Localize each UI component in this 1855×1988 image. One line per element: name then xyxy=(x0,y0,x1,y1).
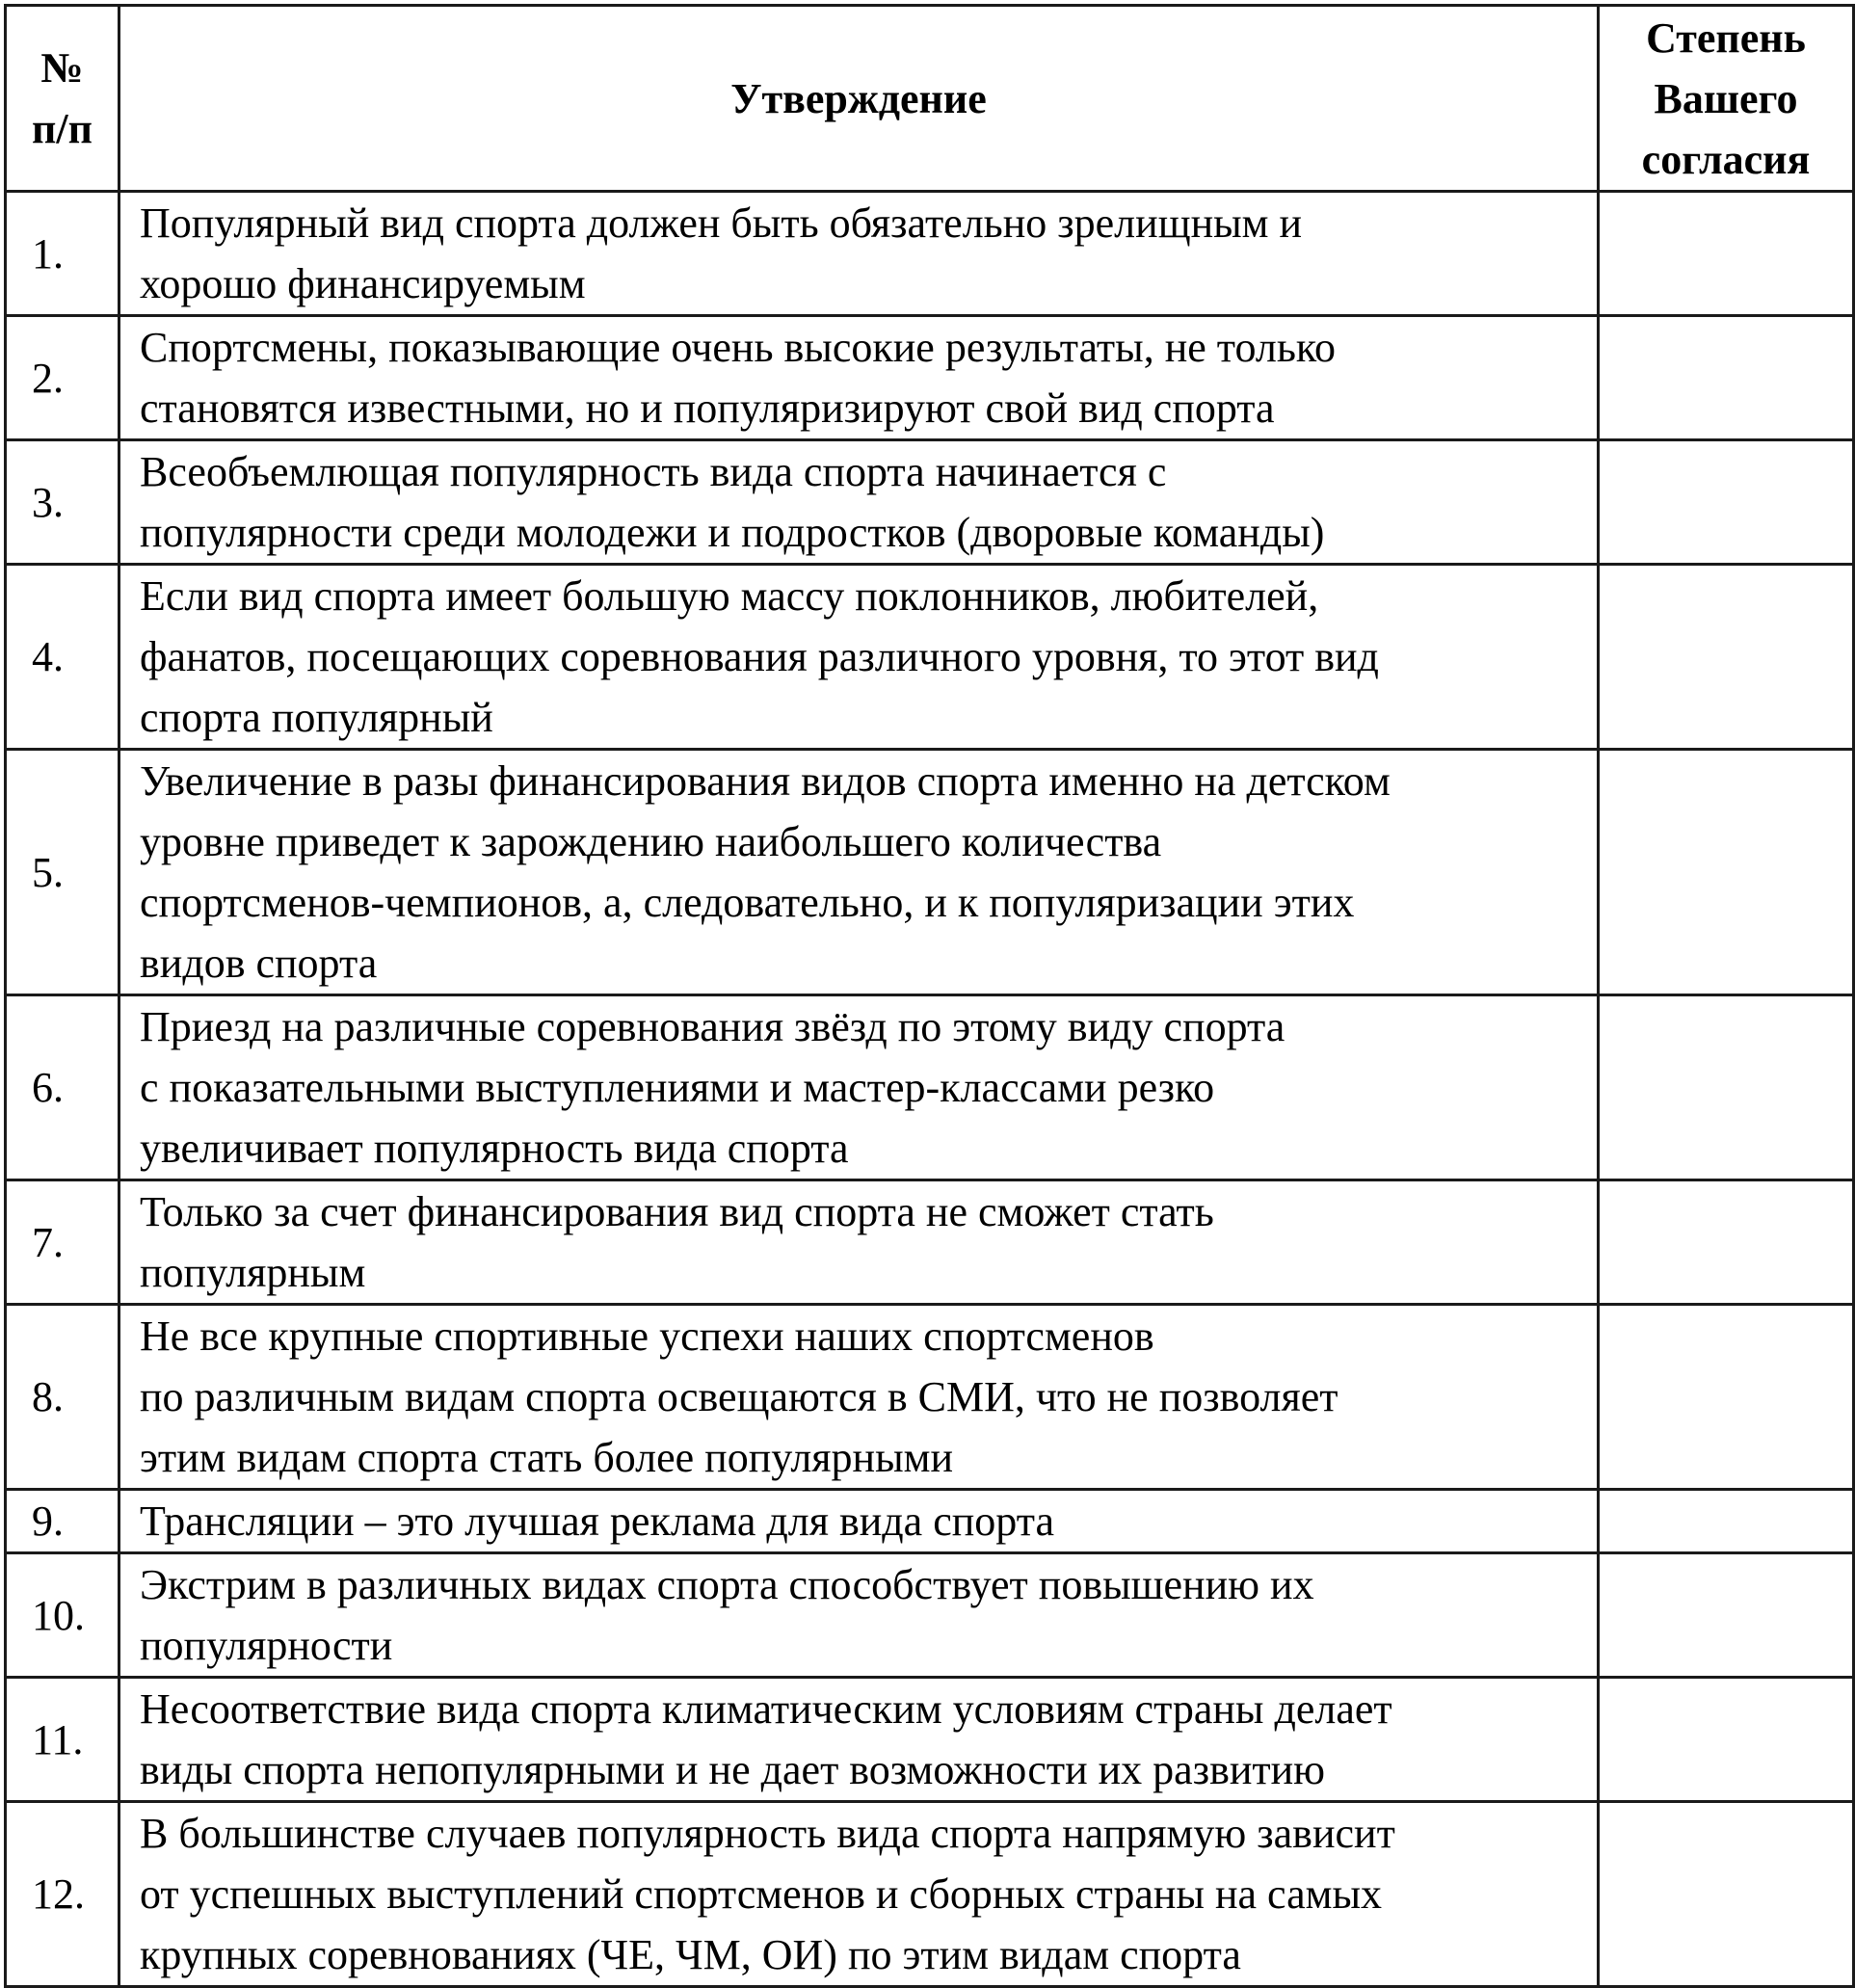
table-row xyxy=(6,440,1854,565)
header-number-abbr: п/п xyxy=(32,105,93,152)
header-number-symbol: № xyxy=(40,44,84,92)
statement-line: Не все крупные спортивные успехи наших спортсменов xyxy=(140,1312,1154,1360)
statement-line: уровне приведет к зарождению наибольшего количества xyxy=(140,818,1162,865)
statement-line: фанатов, посещающих соревнования различного уровня, то этот вид xyxy=(140,633,1379,680)
survey-table xyxy=(4,4,1855,1988)
statement-line: становятся известными, но и популяризируют свой вид спорта xyxy=(140,384,1275,432)
statement-line: спорта популярный xyxy=(140,694,493,741)
table-row xyxy=(6,316,1854,440)
agreement-cell[interactable] xyxy=(1599,995,1854,1180)
table-row xyxy=(6,1180,1854,1305)
statement-text xyxy=(119,1678,1599,1802)
agreement-cell[interactable] xyxy=(1599,1180,1854,1305)
statement-text xyxy=(119,1802,1599,1987)
statement-line: популярности среди молодежи и подростков (дворовые команды) xyxy=(140,509,1325,556)
agreement-cell[interactable] xyxy=(1599,750,1854,995)
row-number: 3. xyxy=(6,440,119,565)
statement-line: с показательными выступлениями и мастер-классами резко xyxy=(140,1064,1215,1111)
row-number: 9. xyxy=(6,1490,119,1553)
agreement-cell[interactable] xyxy=(1599,192,1854,316)
row-number: 12. xyxy=(6,1802,119,1987)
statement-text xyxy=(119,565,1599,750)
statement-line: Несоответствие вида спорта климатическим условиям страны делает xyxy=(140,1685,1392,1733)
header-agreement-line-1: Степень xyxy=(1646,13,1806,62)
table-row xyxy=(6,192,1854,316)
statement-line: Экстрим в различных видах спорта способствует повышению их xyxy=(140,1561,1314,1608)
statement-line: В большинстве случаев популярность вида спорта напрямую зависит xyxy=(140,1810,1395,1857)
header-number xyxy=(6,6,119,192)
statement-line: виды спорта непопулярными и не дает возможности их развитию xyxy=(140,1746,1326,1793)
agreement-cell[interactable] xyxy=(1599,440,1854,565)
statement-line: по различным видам спорта освещаются в СМИ, что не позволяет xyxy=(140,1373,1338,1420)
agreement-cell[interactable] xyxy=(1599,1802,1854,1987)
statement-text xyxy=(119,1180,1599,1305)
statement-line: Приезд на различные соревнования звёзд по этому виду спорта xyxy=(140,1003,1285,1050)
statement-line: Увеличение в разы финансирования видов спорта именно на детском xyxy=(140,757,1391,805)
agreement-cell[interactable] xyxy=(1599,1553,1854,1678)
table-row xyxy=(6,1802,1854,1987)
table-row xyxy=(6,750,1854,995)
statement-text xyxy=(119,192,1599,316)
statement-line: Всеобъемлющая популярность вида спорта начинается с xyxy=(140,448,1167,495)
statement-text xyxy=(119,316,1599,440)
row-number: 10. xyxy=(6,1553,119,1678)
statement-line: Спортсмены, показывающие очень высокие результаты, не только xyxy=(140,324,1337,371)
row-number: 7. xyxy=(6,1180,119,1305)
statement-line: Популярный вид спорта должен быть обязательно зрелищным и xyxy=(140,199,1303,247)
statement-line: от успешных выступлений спортсменов и сборных страны на самых xyxy=(140,1870,1383,1918)
agreement-cell[interactable] xyxy=(1599,1490,1854,1553)
statement-line: Если вид спорта имеет большую массу поклонников, любителей, xyxy=(140,572,1319,620)
table-row xyxy=(6,1678,1854,1802)
row-number: 5. xyxy=(6,750,119,995)
statement-line: популярности xyxy=(140,1622,393,1669)
statement-text xyxy=(119,750,1599,995)
statement-line: увеличивает популярность вида спорта xyxy=(140,1125,849,1172)
row-number: 1. xyxy=(6,192,119,316)
statement-line: крупных соревнованиях (ЧЕ, ЧМ, ОИ) по этим видам спорта xyxy=(140,1931,1241,1978)
statement-text xyxy=(119,440,1599,565)
header-row xyxy=(6,6,1854,192)
table-row xyxy=(6,1305,1854,1490)
table-row xyxy=(6,1553,1854,1678)
statement-line: этим видам спорта стать более популярными xyxy=(140,1434,954,1481)
statement-line: видов спорта xyxy=(140,940,378,987)
table-row xyxy=(6,565,1854,750)
table-row xyxy=(6,995,1854,1180)
statement-text xyxy=(119,1553,1599,1678)
statement-text xyxy=(119,995,1599,1180)
statement-text xyxy=(119,1305,1599,1490)
row-number: 4. xyxy=(6,565,119,750)
agreement-cell[interactable] xyxy=(1599,1678,1854,1802)
statement-line: популярным xyxy=(140,1249,366,1296)
statement-line: Только за счет финансирования вид спорта не сможет стать xyxy=(140,1188,1214,1235)
header-statement: Утверждение xyxy=(119,6,1599,192)
agreement-cell[interactable] xyxy=(1599,565,1854,750)
row-number: 2. xyxy=(6,316,119,440)
statement-line: спортсменов-чемпионов, а, следовательно, и к популяризации этих xyxy=(140,879,1355,926)
agreement-cell[interactable] xyxy=(1599,316,1854,440)
statement-text xyxy=(119,1490,1599,1553)
row-number: 8. xyxy=(6,1305,119,1490)
statement-line: хорошо финансируемым xyxy=(140,260,586,307)
header-agreement xyxy=(1599,6,1854,192)
row-number: 11. xyxy=(6,1678,119,1802)
table-row xyxy=(6,1490,1854,1553)
header-agreement-line-3: согласия xyxy=(1641,135,1811,183)
row-number: 6. xyxy=(6,995,119,1180)
header-agreement-line-2: Вашего xyxy=(1654,74,1798,122)
agreement-cell[interactable] xyxy=(1599,1305,1854,1490)
statement-line: Трансляции – это лучшая реклама для вида спорта xyxy=(140,1498,1054,1545)
